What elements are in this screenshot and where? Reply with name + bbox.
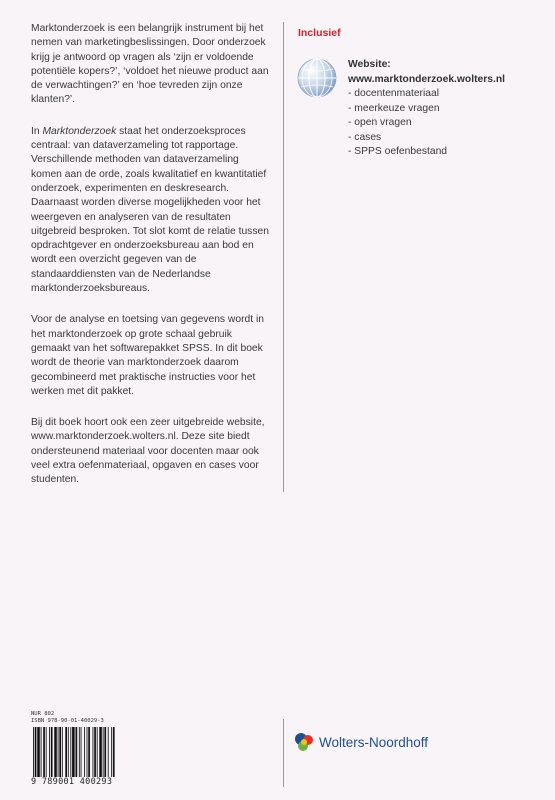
list-item: - SPPS oefenbestand — [348, 146, 448, 157]
barcode-digits: 9 789001 400293 — [31, 777, 113, 787]
nur-code: NUR 802 — [31, 711, 55, 717]
isbn-code: ISBN 978-90-01-40029-3 — [31, 718, 104, 724]
section-title: Inclusief — [298, 27, 341, 39]
footer-divider — [283, 719, 284, 787]
website-info — [348, 58, 505, 160]
website-label: Website: — [348, 59, 391, 70]
barcode-block — [31, 711, 113, 787]
description-column — [31, 22, 269, 505]
column-divider — [283, 22, 284, 492]
intro-paragraph: Marktonderzoek is een belangrijk instrument bij het nemen van marketingbeslissingen. Door onderzoek krijg je antwoord op vragen als ‘zijn er voldoende potentiële kopers?’, ‘voldoet het nieuwe product aan de verwachtingen?’ en ‘hoe tevreden zijn onze klanten?’. — [31, 23, 269, 106]
list-item: - docentenmateriaal — [348, 88, 440, 99]
publisher-name: Wolters-Noordhoff — [319, 734, 429, 750]
website-paragraph: Bij dit boek hoort ook een zeer uitgebreide website, www.marktonderzoek.wolters.nl. Deze site biedt ondersteunend materiaal voor docenten maar ook veel extra oefenmateriaal, opgaven en cases voor studenten. — [31, 417, 265, 486]
publisher-logo — [293, 731, 428, 753]
content-paragraph: In Marktonderzoek staat het onderzoeksproces centraal: van dataverzameling tot rapportage. Verschillende methoden van dataverzameling komen aan de orde, zoals kwalitatief en kwantitatief onderzoek, experimenten en deskresearch. Daarnaast worden diverse mogelijkheden voor het weergeven en analyseren van de resultaten uitgebreid besproken. Tot slot komt de relatie tussen opdrachtgever en onderzoeksbureau aan bod en wordt een overzicht gegeven van de standaarddiensten van de Nederlandse marktonderzoeksbureaus. — [31, 125, 269, 295]
list-item: - cases — [348, 131, 382, 143]
book-title-italic: Marktonderzoek — [42, 125, 117, 137]
included-section — [298, 22, 538, 39]
barcode-icon — [31, 727, 143, 777]
list-item: - meerkeuze vragen — [348, 102, 440, 114]
globe-icon — [296, 57, 338, 99]
spss-paragraph: Voor de analyse en toetsing van gegevens wordt in het marktonderzoek op grote schaal gebruik gemaakt van het softwarepakket SPSS. In dit boek wordt de theorie van marktonderzoek daarom gecombineerd met praktische instructies voor het werken met dit pakket. — [31, 314, 264, 397]
website-url[interactable]: www.marktonderzoek.wolters.nl — [348, 73, 505, 85]
list-item: - open vragen — [348, 117, 412, 128]
publisher-mark-icon — [293, 731, 315, 753]
